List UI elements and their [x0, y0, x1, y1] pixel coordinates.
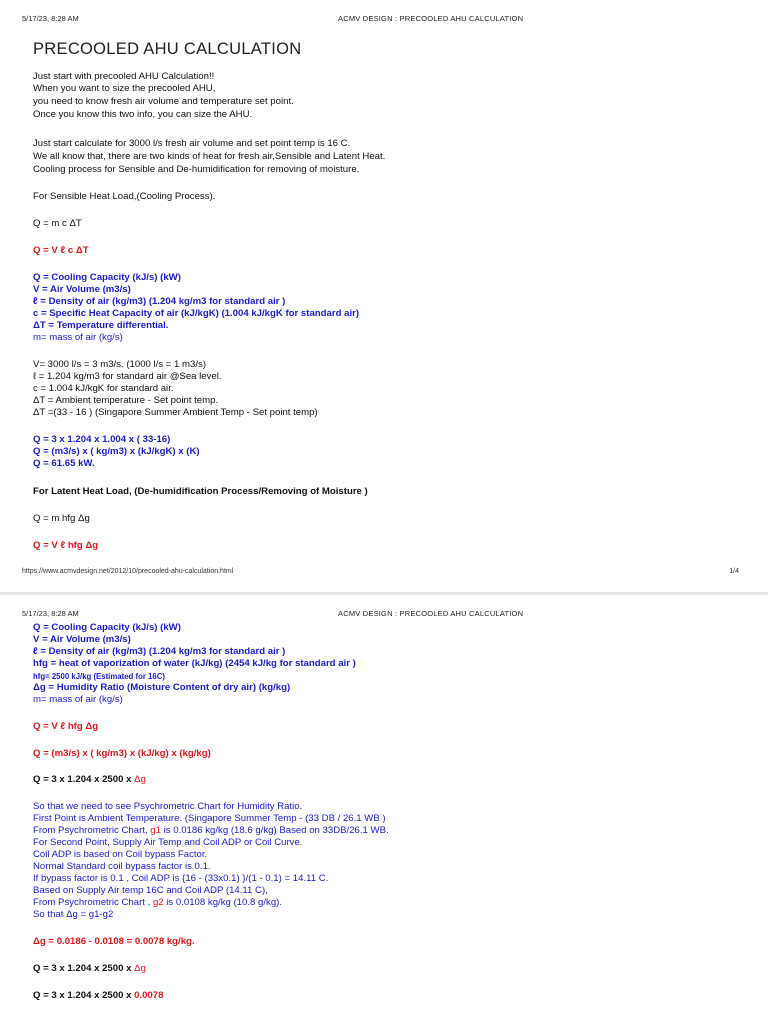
body-line: So that we need to see Psychrometric Chart for Humidity Ratio.	[33, 801, 303, 812]
body-line	[33, 825, 389, 836]
g1-label: g1	[150, 825, 161, 836]
document-page-2	[0, 595, 768, 1024]
definition-line: V = Air Volume (m3/s)	[33, 284, 131, 295]
body-line: Based on Supply Air temp 16C and Coil ADP (14.11 C),	[33, 885, 268, 896]
calc-text: Q = 3 x 1.204 x 2500 x	[33, 990, 135, 1001]
section-heading-latent: For Latent Heat Load, (De-humidification Process/Removing of Moisture )	[33, 486, 368, 497]
body-line: If bypass factor is 0.1 , Coil ADP is {16 - (33x0.1) }/(1 - 0.1) = 14.11 C.	[33, 873, 329, 884]
body-line: Normal Standard coil bypass factor is 0.1.	[33, 861, 211, 872]
formula-red: Q = V ℓ hfg Δg	[33, 721, 99, 732]
calc-line	[33, 990, 163, 1001]
intro-line: Just start with precooled AHU Calculation!!	[33, 71, 215, 82]
definition-line: c = Specific Heat Capacity of air (kJ/kgK) (1.004 kJ/kgK for standard air)	[33, 308, 360, 319]
definition-line: ℓ = Density of air (kg/m3) (1.204 kg/m3 for standard air )	[33, 296, 286, 307]
body-text: From Psychrometric Chart,	[33, 825, 151, 836]
section-heading-sensible: For Sensible Heat Load,(Cooling Process).	[33, 191, 216, 202]
value-line: ΔT = Ambient temperature - Set point temp.	[33, 395, 219, 406]
intro-line: When you want to size the precooled AHU,	[33, 83, 216, 94]
body-line: Just start calculate for 3000 l/s fresh air volume and set point temp is 16 C.	[33, 138, 351, 149]
calc-text: Q = 3 x 1.204 x 2500 x	[33, 963, 135, 974]
print-header-title: ACMV DESIGN : PRECOOLED AHU CALCULATION	[338, 14, 524, 23]
calc-line: Q = 3 x 1.204 x 1.004 x ( 33-16)	[33, 434, 171, 445]
formula-red: Q = V ℓ c ΔT	[33, 245, 89, 256]
definition-line: hfg = heat of vaporization of water (kJ/kg) (2454 kJ/kg for standard air )	[33, 658, 356, 669]
formula-units-red: Q = (m3/s) x ( kg/m3) x (kJ/kg) x (kg/kg)	[33, 748, 211, 759]
calc-line: Q = (m3/s) x ( kg/m3) x (kJ/kgK) x (K)	[33, 446, 200, 457]
calc-line	[33, 774, 146, 785]
calc-text: Q = 3 x 1.204 x 2500 x	[33, 774, 135, 785]
formula-red: Q = V ℓ hfg Δg	[33, 540, 99, 551]
value-line: c = 1.004 kJ/kgK for standard air.	[33, 383, 174, 394]
definition-line: Δg = Humidity Ratio (Moisture Content of dry air) (kg/kg)	[33, 682, 291, 693]
body-line: We all know that, there are two kinds of heat for fresh air,Sensible and Latent Heat.	[33, 151, 386, 162]
print-header-title: ACMV DESIGN : PRECOOLED AHU CALCULATION	[338, 609, 524, 618]
print-page-number: 1/4	[729, 568, 739, 575]
definition-line: m= mass of air (kg/s)	[33, 694, 123, 705]
body-line: Cooling process for Sensible and De-humidification for removing of moisture.	[33, 164, 360, 175]
body-line	[33, 897, 282, 908]
value-line: ℓ = 1.204 kg/m3 for standard air @Sea level.	[33, 371, 222, 382]
body-text: is 0.0186 kg/kg (18.6 g/kg) Based on 33DB/26.1 WB.	[160, 825, 389, 836]
body-text: is 0.0108 kg/kg (10.8 g/kg).	[163, 897, 283, 908]
definition-line: ℓ = Density of air (kg/m3) (1.204 kg/m3 for standard air )	[33, 646, 286, 657]
page-title: PRECOOLED AHU CALCULATION	[33, 40, 302, 58]
body-text: From Psychrometric Chart ,	[33, 897, 153, 908]
definition-line: V = Air Volume (m3/s)	[33, 634, 131, 645]
formula-line: Q = m hfg Δg	[33, 513, 90, 524]
delta-g-value: 0.0078	[134, 990, 164, 1001]
formula-line: Q = m c ΔT	[33, 218, 82, 229]
definition-line: Q = Cooling Capacity (kJ/s) (kW)	[33, 272, 181, 283]
body-line: For Second Point, Supply Air Temp and Coil ADP or Coil Curve.	[33, 837, 303, 848]
print-date: 5/17/23, 8:28 AM	[22, 609, 79, 618]
calc-result: Q = 61.65 kW.	[33, 458, 95, 469]
print-date: 5/17/23, 8:28 AM	[22, 14, 79, 23]
delta-g-symbol: Δg	[134, 774, 146, 785]
definition-line: Q = Cooling Capacity (kJ/s) (kW)	[33, 622, 181, 633]
delta-g-symbol: Δg	[134, 963, 146, 974]
g2-label: g2	[152, 897, 164, 908]
definition-line: m= mass of air (kg/s)	[33, 332, 123, 343]
body-line: First Point is Ambient Temperature. (Singapore Summer Temp - (33 DB / 26.1 WB )	[33, 813, 386, 824]
body-line: So that Δg = g1-g2	[33, 909, 114, 920]
body-line: Coil ADP is based on Coil bypass Factor.	[33, 849, 208, 860]
delta-g-result: Δg = 0.0186 - 0.0108 = 0.0078 kg/kg.	[33, 936, 195, 947]
print-footer-url: https://www.acmvdesign.net/2012/10/precooled-ahu-calculation.html	[22, 568, 234, 575]
definition-line: ΔT = Temperature differential.	[33, 320, 169, 331]
value-line: V= 3000 l/s = 3 m3/s. (1000 l/s = 1 m3/s)	[33, 359, 207, 370]
calc-line	[33, 963, 146, 974]
value-line: ΔT =(33 - 16 ) (Singapore Summer Ambient Temp - Set point temp)	[33, 407, 318, 418]
intro-line: you need to know fresh air volume and temperature set point.	[33, 96, 294, 107]
definition-line-small: hfg= 2500 kJ/kg (Estimated for 16C)	[33, 672, 165, 681]
intro-line: Once you know this two info, you can size the AHU.	[33, 109, 253, 120]
